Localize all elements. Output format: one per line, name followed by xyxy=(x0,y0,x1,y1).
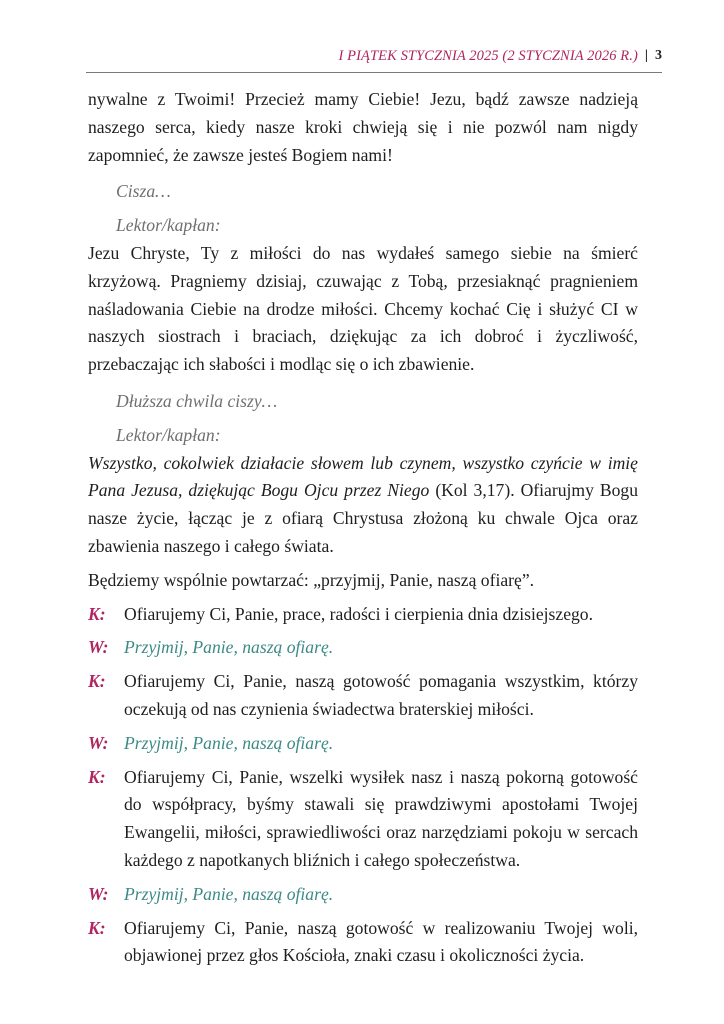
response-text: Przyjmij, Panie, naszą ofiarę. xyxy=(124,883,334,904)
rubric-long-silence: Dłuższa chwila ciszy… xyxy=(116,390,278,411)
reader-label: K: xyxy=(88,671,106,692)
intro-paragraph: nywalne z Twoimi! Przecież mamy Ciebie! Jezu, bądź zawsze nadzieją naszego serca, kiedy nasze kroki chwieją się i nie pozwól nam nigdy zapomnieć, że zawsze jesteś Bogiem nami! xyxy=(88,89,638,165)
response-text: Przyjmij, Panie, naszą ofiarę. xyxy=(124,637,334,658)
scripture-reference: (Kol 3,17). xyxy=(429,480,515,501)
running-header xyxy=(86,44,662,68)
reader-text: Ofiarujemy Ci, Panie, naszą gotowość pomagania wszystkim, którzy oczekują od nas czynienia świadectwa braterskiej miłości. xyxy=(124,671,638,719)
reader-text: Ofiarujemy Ci, Panie, prace, radości i cierpienia dnia dzisiejszego. xyxy=(124,603,593,624)
rubric-reader: Lektor/kapłan: xyxy=(116,424,221,445)
reader-text: Ofiarujemy Ci, Panie, wszelki wysiłek nasz i naszą pokorną gotowość do współpracy, byśmy stawali się prawdziwymi apostołami Twojej Ewangelii, miłości, sprawiedliwości oraz narzędziami pokoju w sercach każdego z napotkanych bliźnich i całego społeczeństwa. xyxy=(124,766,638,870)
rubric-silence: Cisza… xyxy=(116,181,171,202)
response-label: W: xyxy=(88,732,109,753)
reader-label: K: xyxy=(88,766,106,787)
reader-label: K: xyxy=(88,917,106,938)
litany-item-k xyxy=(88,764,638,875)
header-separator: | xyxy=(644,48,648,63)
offering-text: Ofiarujmy Bogu nasze życie, łącząc je z ofiarą Chrystusa złożoną ku chwale Ojca oraz zbawienia naszego i całego świata. xyxy=(88,480,638,556)
repeat-instruction: Będziemy wspólnie powtarzać: „przyjmij, Panie, naszą ofiarę”. xyxy=(88,569,535,590)
scripture-paragraph xyxy=(88,450,638,561)
rubric-reader: Lektor/kapłan: xyxy=(116,215,221,236)
page-number: 3 xyxy=(655,48,662,63)
reader-label: K: xyxy=(88,603,106,624)
litany-item-k xyxy=(88,601,638,629)
litany-item-w xyxy=(88,634,638,662)
litany-item-k xyxy=(88,668,638,724)
response-label: W: xyxy=(88,883,109,904)
response-text: Przyjmij, Panie, naszą ofiarę. xyxy=(124,732,334,753)
reader-text: Ofiarujemy Ci, Panie, naszą gotowość w realizowaniu Twojej woli, objawionej przez głos Kościoła, znaki czasu i okoliczności życia. xyxy=(124,917,638,966)
litany xyxy=(88,601,638,971)
scripture-quote: Wszystko, cokolwiek działacie słowem lub czynem, wszystko czyńcie w imię Pana Jezusa, dziękując Bogu Ojcu przez Niego xyxy=(88,452,638,501)
page-body xyxy=(88,86,638,970)
litany-item-w xyxy=(88,730,638,758)
prayer-paragraph: Jezu Chryste, Ty z miłości do nas wydałeś samego siebie na śmierć krzyżową. Pragniemy dzisiaj, czuwając z Tobą, przesiaknąć pragnieniem naśladowania Ciebie na drodze miłości. Chcemy kochać Cię i służyć CI w naszych siostrach i braciach, dziękując za ich dobroć i życzliwość, przebaczając ich słabości i modląc się o ich zbawienie. xyxy=(88,242,638,375)
header-title: I PIĄTEK STYCZNIA 2025 (2 STYCZNIA 2026 R.) xyxy=(338,47,638,64)
response-label: W: xyxy=(88,637,109,658)
header-rule xyxy=(86,72,662,73)
litany-item-w xyxy=(88,881,638,909)
litany-item-k xyxy=(88,915,638,971)
